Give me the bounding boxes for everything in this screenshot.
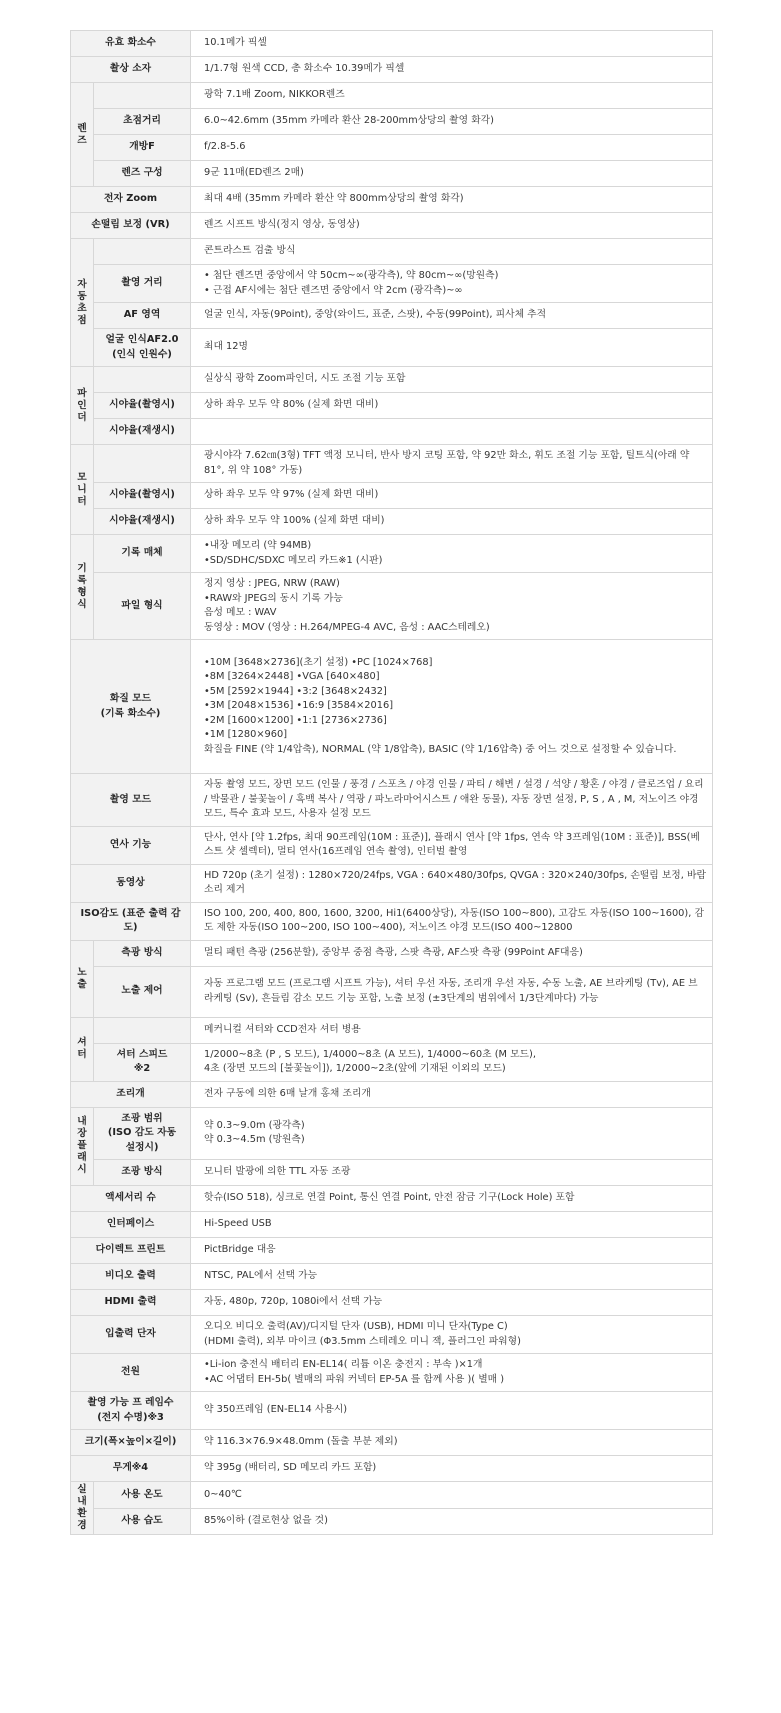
spec-label xyxy=(71,57,191,83)
spec-label-line: 초점거리 xyxy=(123,115,161,127)
spec-label-line: 유효 화소수 xyxy=(105,37,156,49)
spec-label-line: 조광 방식 xyxy=(121,1166,163,1178)
spec-value-line: 멀티 패턴 측광 (256분할), 중앙부 중점 측광, 스팟 측광, AF스팟 측광 (99Point AF대응) xyxy=(204,946,583,958)
spec-value xyxy=(191,1290,713,1316)
spec-row xyxy=(71,419,713,445)
spec-row xyxy=(71,1212,713,1238)
spec-value xyxy=(191,573,713,640)
spec-row xyxy=(71,31,713,57)
spec-value xyxy=(191,213,713,239)
spec-label xyxy=(94,135,191,161)
spec-value-line: 메커니컬 셔터와 CCD전자 셔터 병용 xyxy=(204,1023,361,1035)
spec-label-line: 다이렉트 프린트 xyxy=(95,1244,166,1256)
spec-row xyxy=(71,393,713,419)
spec-label-line: 조광 범위 xyxy=(121,1112,163,1124)
spec-row xyxy=(71,1081,713,1107)
spec-label-line: 조리개 xyxy=(116,1087,145,1099)
spec-value xyxy=(191,1392,713,1430)
spec-value-line: •1M [1280×960] xyxy=(204,729,288,741)
spec-row xyxy=(71,161,713,187)
spec-group-char: 니 xyxy=(77,483,87,495)
spec-value xyxy=(191,1212,713,1238)
spec-label xyxy=(71,1186,191,1212)
spec-value xyxy=(191,1186,713,1212)
spec-label xyxy=(94,393,191,419)
spec-value-line: 최대 12명 xyxy=(204,341,248,353)
spec-value xyxy=(191,419,713,445)
spec-label xyxy=(94,940,191,966)
spec-value xyxy=(191,303,713,329)
spec-group-label xyxy=(71,83,94,187)
spec-row xyxy=(71,1482,713,1509)
spec-label-line: 시야율(촬영시) xyxy=(109,399,175,411)
spec-value xyxy=(191,1017,713,1043)
spec-value-line: 동영상 : MOV (영상 : H.264/MPEG-4 AVC, 음성 : AAC스테레오) xyxy=(204,621,490,633)
spec-row xyxy=(71,1456,713,1482)
spec-value-line: •10M [3648×2736](초기 설정) •PC [1024×768] xyxy=(204,656,433,668)
spec-label-line: 셔터 스피드 xyxy=(116,1048,168,1060)
spec-label xyxy=(71,1392,191,1430)
spec-value xyxy=(191,1430,713,1456)
spec-value-line: 모니터 발광에 의한 TTL 자동 조광 xyxy=(204,1166,351,1178)
spec-value-line: HD 720p (초기 설정) : 1280×720/24fps, VGA : 640×480/30fps, QVGA : 320×240/30fps, 손떨림 보정, 바람소리 제거 xyxy=(204,869,706,895)
spec-label-line: 전자 Zoom xyxy=(103,193,158,205)
spec-row xyxy=(71,826,713,864)
spec-value xyxy=(191,535,713,573)
spec-row xyxy=(71,1264,713,1290)
spec-group-char: 경 xyxy=(77,1520,87,1531)
spec-value xyxy=(191,1081,713,1107)
spec-label xyxy=(71,1316,191,1354)
spec-label xyxy=(94,1107,191,1160)
spec-label-line: 사용 온도 xyxy=(121,1488,163,1500)
spec-label-line: 시야율(촬영시) xyxy=(109,489,175,501)
spec-group-char: 록 xyxy=(77,575,87,586)
spec-label-line: 렌즈 구성 xyxy=(121,167,163,179)
spec-group-char: 셔 xyxy=(77,1037,87,1048)
spec-value-line: •AC 어댑터 EH-5b( 별매의 파워 커넥터 EP-5A 를 함께 사용 )( 별매 ) xyxy=(204,1373,505,1385)
spec-group-label xyxy=(71,239,94,367)
spec-group-char: 환 xyxy=(77,1508,87,1519)
spec-row xyxy=(71,483,713,509)
spec-value-line: 1/1.7형 원색 CCD, 총 화소수 10.39메가 픽셀 xyxy=(204,63,405,75)
spec-value-line: •내장 메모리 (약 94MB) xyxy=(204,540,312,551)
spec-group-char: 노 xyxy=(77,966,87,978)
spec-value-line: 약 0.3~9.0m (광각측) xyxy=(204,1119,305,1131)
spec-row xyxy=(71,303,713,329)
spec-value-line: • 첨단 렌즈면 중앙에서 약 50cm~∞(광각측), 약 80cm~∞(망원측) xyxy=(204,270,499,281)
spec-value-line: Hi-Speed USB xyxy=(204,1218,272,1230)
spec-value-line: 자동 촬영 모드, 장면 모드 (인물 / 풍경 / 스포츠 / 야경 인물 / 파티 / 해변 / 설경 / 석양 / 황혼 / 야경 / 클로즈업 / 요리 / 박물관 / 불꽃놀이 / 흑백 복사 / 역광 / 파노라마어시스트 / 애완 동물), 자동 장면 설정, P, S , A , M, 저노이즈 야경 모드, 특수 효과 모드, 사용자 설정 모드 xyxy=(204,779,704,819)
spec-value-line: PictBridge 대응 xyxy=(204,1244,276,1256)
spec-value-line: •3M [2048×1536] •16:9 [3584×2016] xyxy=(204,700,394,712)
spec-value xyxy=(191,966,713,1017)
spec-group-char: 내 xyxy=(77,1116,87,1128)
spec-label-line: ISO감도 (표준 출력 감도) xyxy=(80,907,181,933)
spec-value-line: (HDMI 출력), 외부 마이크 (Φ3.5mm 스테레오 미니 잭, 플러그인 파워형) xyxy=(204,1335,521,1347)
spec-value xyxy=(191,367,713,393)
spec-table xyxy=(70,30,713,1535)
spec-value xyxy=(191,329,713,367)
spec-row xyxy=(71,1316,713,1354)
spec-value-line: 9군 11매(ED렌즈 2매) xyxy=(204,167,304,179)
spec-label xyxy=(94,966,191,1017)
spec-value-line: • 근접 AF시에는 첨단 렌즈면 중앙에서 약 2cm (광각측)~∞ xyxy=(204,284,463,296)
spec-group-char: 식 xyxy=(77,599,87,610)
spec-value xyxy=(191,109,713,135)
spec-label xyxy=(71,1264,191,1290)
spec-label-line: HDMI 출력 xyxy=(104,1296,157,1308)
spec-label xyxy=(94,1017,191,1043)
spec-row xyxy=(71,367,713,393)
spec-value-line: 콘트라스트 검출 방식 xyxy=(204,245,296,257)
spec-row xyxy=(71,1043,713,1081)
spec-value-line: 10.1메가 픽셀 xyxy=(204,37,267,49)
spec-group-char: 인 xyxy=(77,399,87,411)
spec-value xyxy=(191,640,713,774)
spec-label xyxy=(71,31,191,57)
spec-row xyxy=(71,1430,713,1456)
spec-row xyxy=(71,1290,713,1316)
spec-label-line: 액세서리 슈 xyxy=(105,1192,156,1204)
spec-label xyxy=(71,1354,191,1392)
spec-value xyxy=(191,1508,713,1535)
spec-row xyxy=(71,83,713,109)
spec-value xyxy=(191,1482,713,1509)
spec-value-line: 얼굴 인식, 자동(9Point), 중앙(와이드, 표준, 스팟), 수동(99Point), 피사체 추적 xyxy=(204,309,547,321)
spec-label xyxy=(71,774,191,827)
spec-value-line: •Li-ion 충전식 배터리 EN-EL14( 리튬 이온 충전지 : 부속 )×1개 xyxy=(204,1359,483,1370)
spec-value xyxy=(191,1316,713,1354)
spec-label-line: 입출력 단자 xyxy=(105,1328,156,1340)
spec-label-line: 설정시) xyxy=(125,1141,159,1153)
spec-row xyxy=(71,774,713,827)
spec-label-line: 전원 xyxy=(121,1366,140,1378)
spec-label xyxy=(71,1081,191,1107)
spec-value xyxy=(191,187,713,213)
spec-row xyxy=(71,1238,713,1264)
spec-row xyxy=(71,239,713,265)
spec-group-char: 실 xyxy=(77,1484,87,1495)
spec-value xyxy=(191,774,713,827)
spec-group-label xyxy=(71,1482,94,1535)
spec-group-char: 모 xyxy=(77,471,87,483)
spec-value xyxy=(191,31,713,57)
spec-row xyxy=(71,1392,713,1430)
spec-label-line: 파일 형식 xyxy=(121,599,163,611)
spec-row xyxy=(71,1017,713,1043)
spec-value-line: 최대 4배 (35mm 카메라 환산 약 800mm상당의 촬영 화각) xyxy=(204,193,464,205)
spec-value xyxy=(191,265,713,303)
spec-value-line: 정지 영상 : JPEG, NRW (RAW) xyxy=(204,578,340,589)
spec-label-line: 촬영 모드 xyxy=(109,793,152,805)
spec-value-line: 약 0.3~4.5m (망원측) xyxy=(204,1134,305,1146)
spec-group-label xyxy=(71,535,94,640)
spec-value xyxy=(191,864,713,902)
spec-label xyxy=(94,83,191,109)
spec-group-label xyxy=(71,1107,94,1186)
spec-label xyxy=(94,535,191,573)
spec-group-char: 터 xyxy=(77,1049,87,1060)
spec-label xyxy=(94,329,191,367)
spec-value-line: 6.0~42.6mm (35mm 카메라 환산 28-200mm상당의 촬영 화각) xyxy=(204,115,494,127)
spec-value-line: 오디오 비디오 출력(AV)/디지털 단자 (USB), HDMI 미니 단자(Type C) xyxy=(204,1321,508,1332)
spec-value-line: •5M [2592×1944] •3:2 [3648×2432] xyxy=(204,685,387,697)
spec-value-line: NTSC, PAL에서 선택 가능 xyxy=(204,1270,318,1282)
spec-label xyxy=(94,367,191,393)
spec-value-line: 상하 좌우 모두 약 97% (실제 화면 대비) xyxy=(204,489,379,501)
spec-value-line: 단사, 연사 [약 1.2fps, 최대 90프레임(10M : 표준)], 플래시 연사 [약 1fps, 연속 약 3프레임(10M : 표준)], BSS(베스트 샷 셀렉터), 멀티 연사(16프레임 연속 촬영), 인터벌 촬영 xyxy=(204,831,700,857)
spec-label-line: 촬영 가능 프 레임수 xyxy=(87,1397,174,1408)
spec-label-line: 인터페이스 xyxy=(106,1218,155,1230)
spec-row xyxy=(71,1107,713,1160)
spec-row xyxy=(71,940,713,966)
spec-value xyxy=(191,57,713,83)
spec-value xyxy=(191,940,713,966)
spec-label-line: 연사 기능 xyxy=(109,838,152,850)
spec-value xyxy=(191,161,713,187)
spec-group-char: 장 xyxy=(77,1128,87,1140)
spec-value-line: •8M [3264×2448] •VGA [640×480] xyxy=(204,671,380,683)
spec-label-line: 개방F xyxy=(129,141,155,153)
spec-value xyxy=(191,826,713,864)
spec-label xyxy=(71,902,191,940)
spec-label-line: 촬영 거리 xyxy=(121,277,163,289)
spec-row xyxy=(71,109,713,135)
spec-label xyxy=(94,1482,191,1509)
spec-value-line: 4초 (장면 모드의 [불꽃놀이]), 1/2000~2초(앞에 기재된 이외의 모드) xyxy=(204,1063,506,1074)
spec-group-char: 내 xyxy=(77,1496,87,1507)
spec-row xyxy=(71,573,713,640)
spec-value xyxy=(191,135,713,161)
spec-group-char: 래 xyxy=(77,1152,87,1164)
spec-label-line: 사용 습도 xyxy=(121,1515,163,1526)
spec-group-char: 기 xyxy=(77,563,87,574)
spec-label xyxy=(71,213,191,239)
spec-value xyxy=(191,1354,713,1392)
spec-row xyxy=(71,445,713,483)
spec-group-char: 터 xyxy=(77,495,87,507)
spec-label-line: (인식 인원수) xyxy=(112,348,172,360)
spec-label xyxy=(71,826,191,864)
spec-group-char: 시 xyxy=(77,1164,87,1176)
spec-label xyxy=(94,483,191,509)
spec-value xyxy=(191,1456,713,1482)
spec-value xyxy=(191,509,713,535)
spec-group-char: 출 xyxy=(77,978,87,990)
spec-label xyxy=(94,1160,191,1186)
spec-label xyxy=(94,573,191,640)
spec-value xyxy=(191,393,713,419)
spec-value-line: •RAW와 JPEG의 동시 기록 가능 xyxy=(204,592,343,604)
spec-label xyxy=(71,187,191,213)
spec-value-line: 자동 프로그램 모드 (프로그램 시프트 가능), 셔터 우선 자동, 조리개 우선 자동, 수동 노출, AE 브라케팅 (Tv), AE 브라케팅 (Sv), 흔들림 감소 모드 기능 포함, 노출 보정 (±3단계의 범위에서 1/3단계마다) 가능 xyxy=(204,978,698,1004)
spec-value-line: f/2.8-5.6 xyxy=(204,141,246,153)
spec-value-line: 상하 좌우 모두 약 100% (실제 화면 대비) xyxy=(204,515,385,527)
spec-value-line: 실상식 광학 Zoom파인더, 시도 조절 기능 포함 xyxy=(204,373,406,385)
spec-label xyxy=(94,303,191,329)
spec-row xyxy=(71,213,713,239)
spec-label-line: 동영상 xyxy=(116,876,145,888)
spec-value xyxy=(191,1238,713,1264)
spec-row xyxy=(71,864,713,902)
spec-value-line: 0~40℃ xyxy=(204,1488,242,1500)
spec-label xyxy=(94,239,191,265)
spec-value xyxy=(191,1043,713,1081)
spec-value xyxy=(191,483,713,509)
spec-label-line: (전지 수명)※3 xyxy=(97,1411,164,1423)
spec-value-line: 광학 7.1배 Zoom, NIKKOR렌즈 xyxy=(204,89,345,101)
spec-label-line: 무게※4 xyxy=(112,1462,149,1474)
spec-value-line: ISO 100, 200, 400, 800, 1600, 3200, Hi1(6400상당), 자동(ISO 100~800), 고감도 자동(ISO 100~1600), 감도 제한 자동(ISO 100~200, ISO 100~400), 저노이즈 야경 모드(ISO 400~12800 xyxy=(204,907,704,933)
spec-value-line: 화질을 FINE (약 1/4압축), NORMAL (약 1/8압축), BASIC (약 1/16압축) 중 어느 것으로 설정할 수 있습니다. xyxy=(204,743,677,755)
spec-value xyxy=(191,1160,713,1186)
spec-value xyxy=(191,1264,713,1290)
spec-value-line: 85%이하 (결로현상 없을 것) xyxy=(204,1515,328,1526)
spec-value xyxy=(191,445,713,483)
spec-group-label xyxy=(71,367,94,445)
spec-row xyxy=(71,1160,713,1186)
spec-row xyxy=(71,509,713,535)
spec-label-line: 손떨림 보정 (VR) xyxy=(91,219,170,231)
spec-table-body xyxy=(71,31,713,1535)
spec-label-line: 비디오 출력 xyxy=(105,1270,156,1282)
spec-label-line: 측광 방식 xyxy=(121,946,163,958)
spec-value-line: 상하 좌우 모두 약 80% (실제 화면 대비) xyxy=(204,399,379,411)
spec-value-line: •2M [1600×1200] •1:1 [2736×2736] xyxy=(204,714,387,726)
spec-group-char: 더 xyxy=(77,411,87,423)
spec-value-line: 렌즈 시프트 방식(정지 영상, 동영상) xyxy=(204,219,360,231)
spec-group-char: 초 xyxy=(77,302,87,314)
spec-row xyxy=(71,902,713,940)
spec-label xyxy=(71,1290,191,1316)
spec-row xyxy=(71,329,713,367)
spec-label xyxy=(94,419,191,445)
spec-value-line: 광시야각 7.62㎝(3형) TFT 액정 모니터, 반사 방지 코팅 포함, 약 92만 화소, 휘도 조절 기능 포함, 틸트식(아래 약 81°, 위 약 108° 가동) xyxy=(204,450,690,476)
spec-label-line: AF 영역 xyxy=(123,309,161,321)
spec-value xyxy=(191,1107,713,1160)
spec-label xyxy=(71,1238,191,1264)
spec-row xyxy=(71,57,713,83)
spec-label-line: 촬상 소자 xyxy=(109,63,152,75)
spec-value-line: •SD/SDHC/SDXC 메모리 카드※1 (시판) xyxy=(204,554,383,566)
spec-group-label xyxy=(71,1017,94,1081)
spec-value xyxy=(191,239,713,265)
spec-row xyxy=(71,1186,713,1212)
spec-value-line: 전자 구동에 의한 6매 날개 홍채 조리개 xyxy=(204,1087,371,1099)
spec-label-line: 노출 제어 xyxy=(121,985,163,997)
spec-label xyxy=(71,864,191,902)
spec-label-line: 화질 모드 xyxy=(109,693,152,704)
spec-label xyxy=(94,445,191,483)
spec-group-char: 플 xyxy=(77,1140,87,1152)
spec-row xyxy=(71,1354,713,1392)
spec-value-line: 약 350프레임 (EN-EL14 사용시) xyxy=(204,1404,348,1416)
spec-row xyxy=(71,135,713,161)
spec-label xyxy=(71,1430,191,1456)
spec-label xyxy=(71,1212,191,1238)
spec-value-line: 약 116.3×76.9×48.0mm (돌출 부분 제외) xyxy=(204,1436,398,1448)
spec-value xyxy=(191,83,713,109)
spec-label xyxy=(71,640,191,774)
spec-label xyxy=(94,509,191,535)
spec-label xyxy=(94,161,191,187)
spec-row xyxy=(71,265,713,303)
spec-value xyxy=(191,902,713,940)
spec-group-label xyxy=(71,445,94,535)
spec-label xyxy=(94,109,191,135)
spec-value-line: 1/2000~8초 (P , S 모드), 1/4000~8초 (A 모드), 1/4000~60초 (M 모드), xyxy=(204,1048,536,1060)
spec-label xyxy=(94,1508,191,1535)
spec-value-line: 핫슈(ISO 518), 싱크로 연결 Point, 통신 연결 Point, 안전 잠금 기구(Lock Hole) 포함 xyxy=(204,1192,575,1204)
spec-label xyxy=(94,1043,191,1081)
spec-group-char: 파 xyxy=(77,387,87,399)
spec-row xyxy=(71,1508,713,1535)
spec-value-line: 음성 메모 : WAV xyxy=(204,607,277,618)
spec-row xyxy=(71,966,713,1017)
spec-group-char: 점 xyxy=(77,314,87,326)
spec-group-char: 자 xyxy=(77,278,87,290)
spec-group-label xyxy=(71,940,94,1017)
spec-row xyxy=(71,640,713,774)
spec-group-char: 형 xyxy=(77,587,87,598)
spec-group-char: 동 xyxy=(77,290,87,302)
spec-label-line: (ISO 감도 자동 xyxy=(107,1127,177,1138)
spec-row xyxy=(71,187,713,213)
spec-label-line: 기록 매체 xyxy=(121,547,163,559)
spec-label-line: 시야율(재생시) xyxy=(109,425,175,437)
spec-value-line: 자동, 480p, 720p, 1080i에서 선택 가능 xyxy=(204,1296,383,1308)
spec-value-line: 약 395g (배터리, SD 메모리 카드 포함) xyxy=(204,1462,377,1474)
spec-row xyxy=(71,535,713,573)
spec-label xyxy=(71,1456,191,1482)
spec-label-line: (기록 화소수) xyxy=(100,707,161,719)
spec-label-line: ※2 xyxy=(133,1063,151,1074)
spec-label-line: 크기(폭×높이×길이) xyxy=(84,1436,177,1448)
spec-group-char: 즈 xyxy=(77,134,87,146)
spec-label-line: 시야율(재생시) xyxy=(109,515,175,527)
spec-label xyxy=(94,265,191,303)
spec-label-line: 얼굴 인식AF2.0 xyxy=(105,334,179,345)
spec-group-char: 렌 xyxy=(77,122,87,134)
